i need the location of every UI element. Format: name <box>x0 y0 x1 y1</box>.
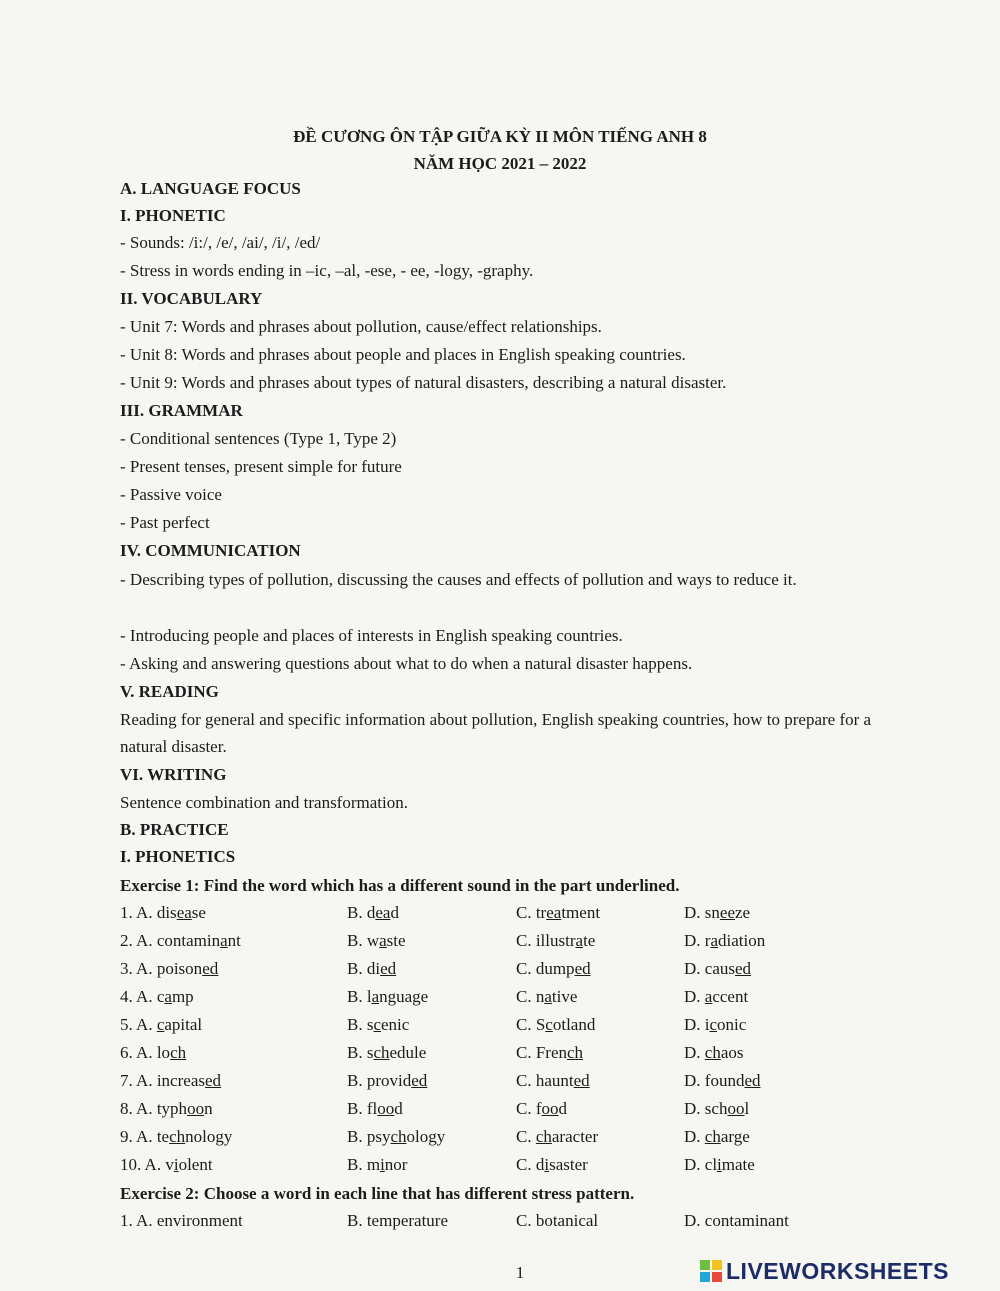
option-c: C. disaster <box>516 1155 588 1174</box>
option-c: C. food <box>516 1099 567 1118</box>
option-c: C. illustrate <box>516 931 596 950</box>
exercise2-heading: Exercise 2: Choose a word in each line that has different stress pattern. <box>120 1184 635 1203</box>
subsection-heading: III. GRAMMAR <box>120 401 243 420</box>
option-d: D. accent <box>684 987 749 1006</box>
exercise-row <box>120 1127 880 1151</box>
exercise-row <box>120 1099 880 1123</box>
exercise-row <box>120 1015 880 1039</box>
option-b: B. temperature <box>347 1211 449 1230</box>
logo-text: LIVEWORKSHEETS <box>726 1257 949 1284</box>
option-d: D. founded <box>684 1071 761 1090</box>
option-d: D. school <box>684 1099 750 1118</box>
exercise-row <box>120 1071 880 1095</box>
option-d: D. caused <box>684 959 752 978</box>
document-title: ĐỀ CƯƠNG ÔN TẬP GIỮA KỲ II MÔN TIẾNG ANH 8 <box>293 127 707 146</box>
option-c: C. native <box>516 987 578 1006</box>
option-b: B. minor <box>347 1155 408 1174</box>
option-a: 7. A. increased <box>120 1071 222 1090</box>
section-heading: B. PRACTICE <box>120 820 229 839</box>
option-a: 1. A. disease <box>120 903 206 922</box>
option-d: D. sneeze <box>684 903 751 922</box>
exercise-row <box>120 931 880 955</box>
text-paragraph: - Describing types of pollution, discussing the causes and effects of pollution and ways to reduce it. <box>120 570 797 589</box>
exercise-row <box>120 987 880 1011</box>
liveworksheets-icon <box>700 1260 722 1282</box>
option-b: B. language <box>347 987 429 1006</box>
exercise-row <box>120 1155 880 1179</box>
exercise-row <box>120 1211 880 1235</box>
text-line: - Introducing people and places of interests in English speaking countries. <box>120 626 623 645</box>
liveworksheets-logo[interactable] <box>700 1256 949 1286</box>
option-a: 3. A. poisoned <box>120 959 219 978</box>
option-c: C. treatment <box>516 903 601 922</box>
option-b: B. scenic <box>347 1015 410 1034</box>
text-line: - Asking and answering questions about what to do when a natural disaster happens. <box>120 654 693 673</box>
option-d: D. chaos <box>684 1043 744 1062</box>
option-c: C. dumped <box>516 959 591 978</box>
option-c: C. haunted <box>516 1071 590 1090</box>
option-a: 4. A. camp <box>120 987 194 1006</box>
option-d: D. contaminant <box>684 1211 789 1230</box>
exercise-row <box>120 903 880 927</box>
option-c: C. botanical <box>516 1211 599 1230</box>
exercise-row <box>120 959 880 983</box>
option-a: 10. A. violent <box>120 1155 213 1174</box>
option-b: B. schedule <box>347 1043 427 1062</box>
option-b: B. died <box>347 959 397 978</box>
text-line: - Unit 7: Words and phrases about pollution, cause/effect relationships. <box>120 317 602 336</box>
option-a: 9. A. technology <box>120 1127 233 1146</box>
text-line: Sentence combination and transformation. <box>120 793 408 812</box>
section-heading: A. LANGUAGE FOCUS <box>120 179 301 198</box>
page-number: 1 <box>515 1263 525 1282</box>
text-line: - Present tenses, present simple for future <box>120 457 402 476</box>
option-a: 1. A. environment <box>120 1211 243 1230</box>
option-d: D. climate <box>684 1155 755 1174</box>
exercise-row <box>120 1043 880 1067</box>
text-paragraph: Reading for general and specific information about pollution, English speaking countries, how to prepare for a natural disaster. <box>120 710 872 756</box>
option-b: B. provided <box>347 1071 428 1090</box>
subsection-heading: II. VOCABULARY <box>120 289 263 308</box>
subsection-heading: V. READING <box>120 682 219 701</box>
option-a: 8. A. typhoon <box>120 1099 213 1118</box>
text-line: - Sounds: /i:/, /e/, /ai/, /i/, /ed/ <box>120 233 321 252</box>
option-a: 6. A. loch <box>120 1043 187 1062</box>
option-b: B. flood <box>347 1099 403 1118</box>
text-line: - Stress in words ending in –ic, –al, -ese, - ee, -logy, -graphy. <box>120 261 534 280</box>
option-d: D. charge <box>684 1127 750 1146</box>
exercise1-heading: Exercise 1: Find the word which has a different sound in the part underlined. <box>120 876 680 895</box>
option-b: B. dead <box>347 903 399 922</box>
subsection-heading: I. PHONETIC <box>120 206 226 225</box>
text-line: - Passive voice <box>120 485 222 504</box>
option-d: D. radiation <box>684 931 766 950</box>
subsection-heading: I. PHONETICS <box>120 847 236 866</box>
option-a: 2. A. contaminant <box>120 931 241 950</box>
option-b: B. waste <box>347 931 406 950</box>
subsection-heading: VI. WRITING <box>120 765 227 784</box>
option-c: C. Scotland <box>516 1015 596 1034</box>
subsection-heading: IV. COMMUNICATION <box>120 541 301 560</box>
option-a: 5. A. capital <box>120 1015 203 1034</box>
text-line: - Conditional sentences (Type 1, Type 2) <box>120 429 397 448</box>
option-c: C. character <box>516 1127 599 1146</box>
option-b: B. psychology <box>347 1127 446 1146</box>
school-year: NĂM HỌC 2021 – 2022 <box>413 154 587 173</box>
option-d: D. iconic <box>684 1015 747 1034</box>
text-line: - Past perfect <box>120 513 210 532</box>
text-line: - Unit 8: Words and phrases about people and places in English speaking countries. <box>120 345 686 364</box>
option-c: C. French <box>516 1043 584 1062</box>
text-line: - Unit 9: Words and phrases about types of natural disasters, describing a natural disaster. <box>120 373 727 392</box>
